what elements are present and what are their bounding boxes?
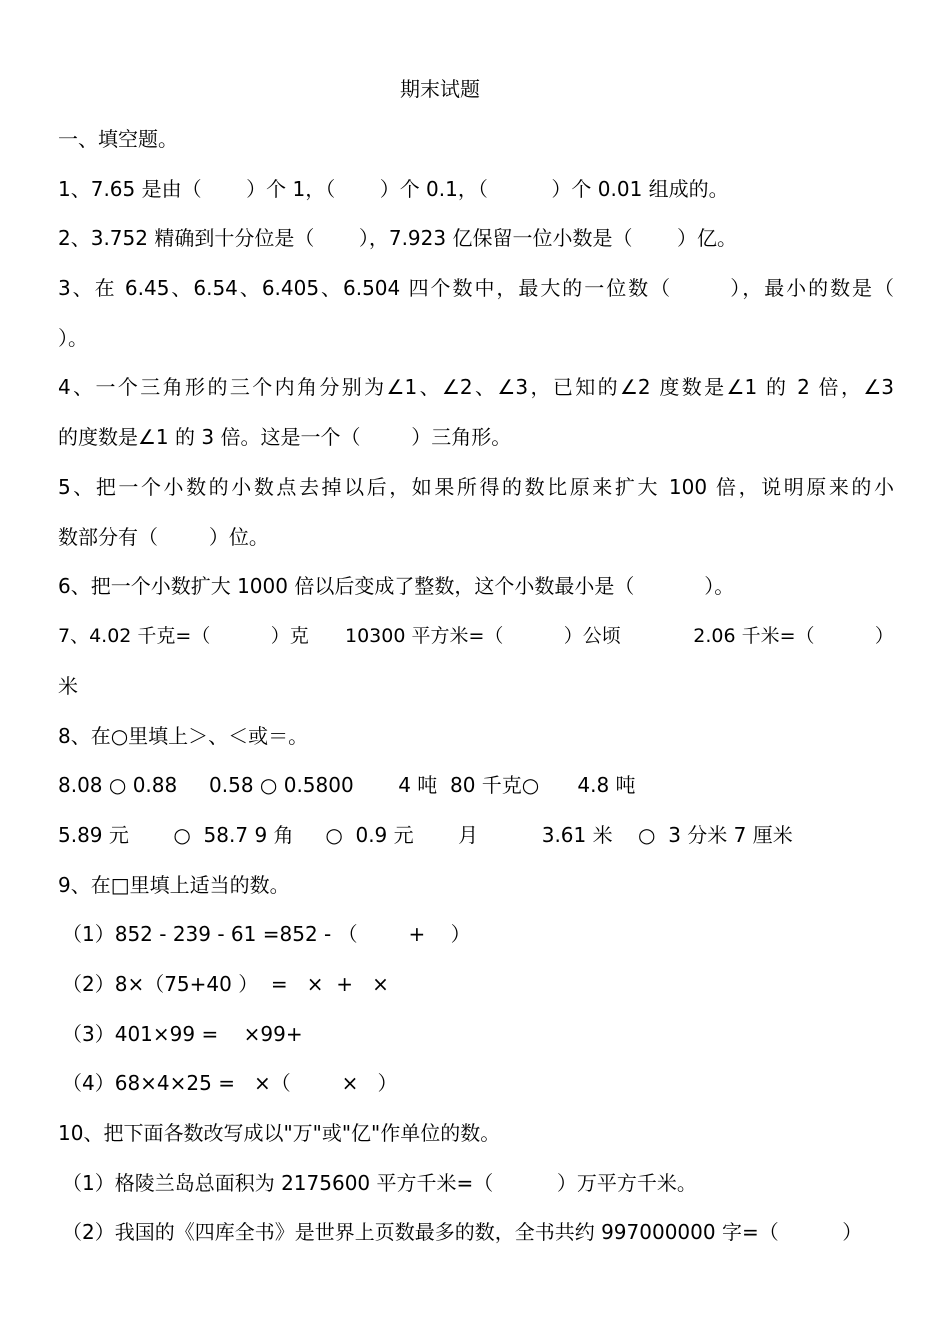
question-10-item-2: （2）我国的《四库全书》是世界上页数最多的数，全书共约 997000000 字=（ ）	[62, 1220, 863, 1244]
question-7-cont: 米	[58, 674, 78, 698]
page-title: 期末试题	[400, 77, 480, 101]
question-8: 8、在○里填上＞、＜或＝。	[58, 724, 309, 748]
question-5: 5、把一个小数的小数点去掉以后，如果所得的数比原来扩大 100 倍，说明原来的小	[58, 475, 894, 499]
question-3-cont: ）。	[58, 326, 88, 350]
question-8-row-2: 5.89 元 ○ 58.7 9 角 ○ 0.9 元 月 3.61 米 ○ 3 分米 7 厘米	[58, 823, 793, 847]
question-2: 2、3.752 精确到十分位是（ ），7.923 亿保留一位小数是（ ）亿。	[58, 226, 737, 250]
question-9-item-3: （3）401×99 = ×99+	[62, 1022, 303, 1046]
question-9-item-2: （2）8×（75+40 ） = × + ×	[62, 972, 389, 996]
question-10-item-1: （1）格陵兰岛总面积为 2175600 平方千米=（ ）万平方千米。	[62, 1171, 697, 1195]
question-6: 6、把一个小数扩大 1000 倍以后变成了整数，这个小数最小是（ ）。	[58, 574, 735, 598]
question-7: 7、4.02 千克=（ ）克 10300 平方米=（ ）公顷 2.06 千米=（ ）	[58, 625, 894, 647]
question-5-cont: 数部分有（ ）位。	[58, 525, 269, 549]
question-4-cont: 的度数是∠1 的 3 倍。这是一个（ ）三角形。	[58, 425, 512, 449]
section-heading: 一、填空题。	[58, 127, 178, 151]
question-1: 1、7.65 是由（ ）个 1，（ ）个 0.1，（ ）个 0.01 组成的。	[58, 177, 729, 201]
question-10: 10、把下面各数改写成以"万"或"亿"作单位的数。	[58, 1121, 501, 1145]
question-9-item-4: （4）68×4×25 = ×（ × ）	[62, 1071, 398, 1095]
question-3: 3、在 6.45、6.54、6.405、6.504 四个数中，最大的一位数（ ），最小的数是（	[58, 276, 894, 300]
question-9: 9、在□里填上适当的数。	[58, 873, 290, 897]
question-9-item-1: （1）852 - 239 - 61 =852 - （ + ）	[62, 922, 471, 946]
question-8-row-1: 8.08 ○ 0.88 0.58 ○ 0.5800 4 吨 80 千克○ 4.8 吨	[58, 773, 636, 797]
question-4: 4、一个三角形的三个内角分别为∠1、∠2、∠3，已知的∠2 度数是∠1 的 2 倍，∠3	[58, 375, 894, 399]
